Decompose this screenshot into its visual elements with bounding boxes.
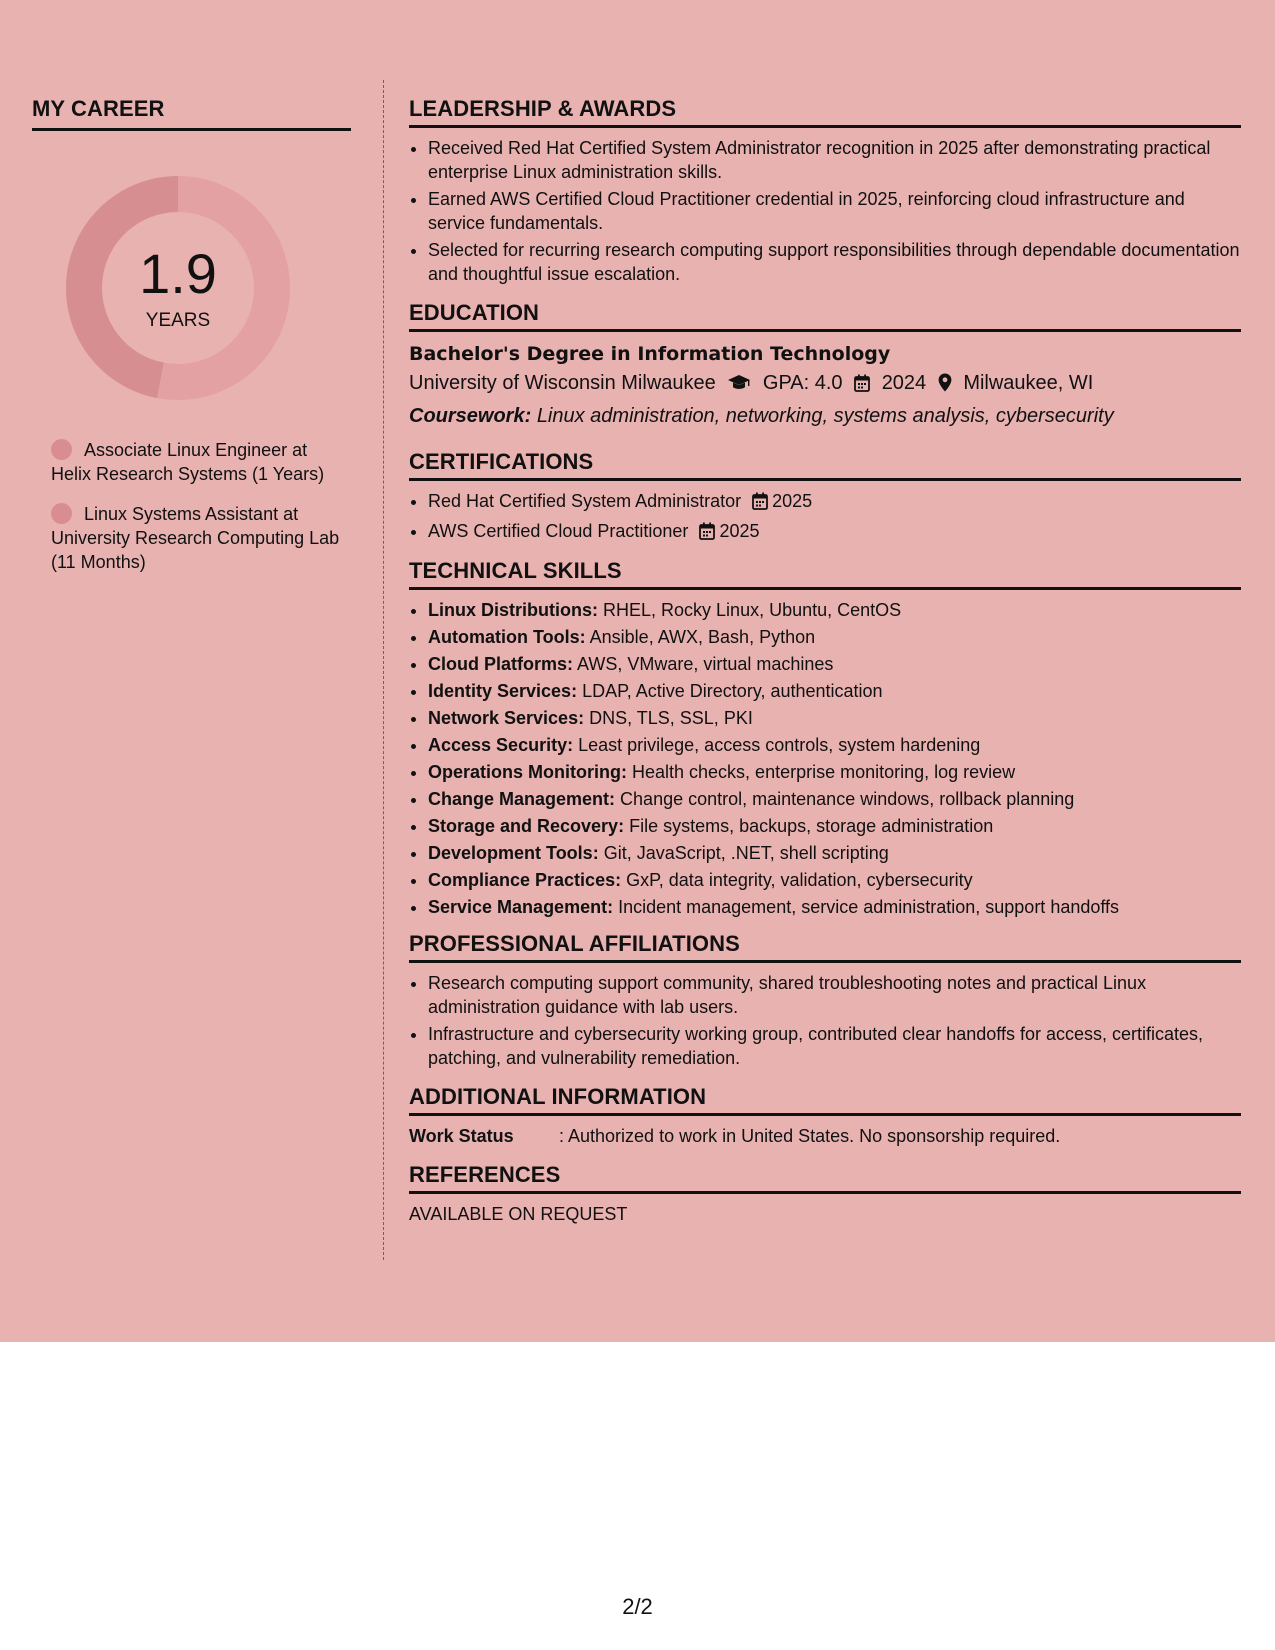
references-section bbox=[409, 1162, 1241, 1225]
career-total bbox=[66, 176, 290, 400]
skill-item bbox=[428, 625, 1241, 649]
skill-value: Git, JavaScript, .NET, shell scripting bbox=[603, 843, 889, 863]
skill-label: Cloud Platforms: bbox=[428, 654, 574, 674]
skill-item bbox=[428, 787, 1241, 811]
calendar-icon bbox=[854, 371, 870, 401]
certifications-list bbox=[409, 489, 1241, 546]
additional-info-heading: ADDITIONAL INFORMATION bbox=[409, 1084, 1241, 1116]
gpa: GPA: 4.0 bbox=[762, 372, 843, 394]
skill-value: AWS, VMware, virtual machines bbox=[577, 654, 834, 674]
skill-label: Automation Tools: bbox=[428, 627, 586, 647]
career-heading: MY CAREER bbox=[32, 96, 351, 131]
coursework-value: Linux administration, networking, systems analysis, cybersecurity bbox=[536, 405, 1114, 427]
legend-dot bbox=[51, 439, 72, 460]
skill-label: Development Tools: bbox=[428, 843, 599, 863]
skill-item bbox=[428, 841, 1241, 865]
career-role-text: Linux Systems Assistant at University Research Computing Lab (11 Months) bbox=[51, 504, 340, 572]
skill-item bbox=[428, 868, 1241, 892]
skill-value: RHEL, Rocky Linux, Ubuntu, CentOS bbox=[603, 600, 902, 620]
calendar-icon bbox=[699, 522, 715, 546]
graduation-year: 2024 bbox=[881, 372, 927, 394]
certifications-section bbox=[409, 449, 1241, 546]
page-number: 2/2 bbox=[622, 1594, 653, 1619]
school-location: Milwaukee, WI bbox=[963, 372, 1094, 394]
skill-label: Access Security: bbox=[428, 735, 574, 755]
list-item: • Infrastructure and cybersecurity working group, contributed clear handoffs for access, certificates, patching, and vulnerability remediation. bbox=[428, 1022, 1241, 1070]
skill-value: File systems, backups, storage administration bbox=[629, 816, 994, 836]
skills-list bbox=[409, 598, 1241, 919]
graduation-cap-icon bbox=[727, 371, 751, 401]
education-details bbox=[409, 368, 1241, 401]
career-role bbox=[51, 438, 341, 486]
cert-year: 2025 bbox=[719, 521, 760, 541]
affiliations-heading: PROFESSIONAL AFFILIATIONS bbox=[409, 931, 1241, 963]
affiliations-section bbox=[409, 931, 1241, 1070]
cert-name: Red Hat Certified System Administrator bbox=[428, 491, 742, 511]
work-status-row bbox=[409, 1124, 1241, 1148]
career-roles-list bbox=[51, 438, 341, 590]
education-section bbox=[409, 300, 1241, 431]
skill-label: Network Services: bbox=[428, 708, 585, 728]
skills-section bbox=[409, 558, 1241, 919]
cert-year: 2025 bbox=[772, 491, 813, 511]
work-status-label: Work Status bbox=[409, 1126, 514, 1146]
skill-label: Linux Distributions: bbox=[428, 600, 598, 620]
skill-value: GxP, data integrity, validation, cybersecurity bbox=[626, 870, 973, 890]
affiliations-list bbox=[409, 971, 1241, 1070]
degree-title: Bachelor's Degree in Information Technology bbox=[409, 343, 891, 365]
list-item: • Research computing support community, shared troubleshooting notes and practical Linux administration guidance with lab users. bbox=[428, 971, 1241, 1019]
certifications-heading: CERTIFICATIONS bbox=[409, 449, 1241, 481]
skill-label: Compliance Practices: bbox=[428, 870, 622, 890]
references-heading: REFERENCES bbox=[409, 1162, 1241, 1194]
column-divider bbox=[383, 80, 384, 1260]
skill-label: Operations Monitoring: bbox=[428, 762, 627, 782]
skill-label: Storage and Recovery: bbox=[428, 816, 625, 836]
list-item bbox=[428, 489, 1241, 516]
skill-label: Change Management: bbox=[428, 789, 616, 809]
career-role-text: Associate Linux Engineer at Helix Research Systems (1 Years) bbox=[51, 440, 325, 484]
skill-item bbox=[428, 733, 1241, 757]
list-item: • Received Red Hat Certified System Administrator recognition in 2025 after demonstrating practical enterprise Linux administration skills. bbox=[428, 136, 1241, 184]
career-total-unit: YEARS bbox=[145, 310, 211, 331]
skill-value: Change control, maintenance windows, rollback planning bbox=[620, 789, 1075, 809]
skill-item bbox=[428, 706, 1241, 730]
skill-value: Health checks, enterprise monitoring, log review bbox=[632, 762, 1016, 782]
skill-value: LDAP, Active Directory, authentication bbox=[582, 681, 883, 701]
skill-item bbox=[428, 679, 1241, 703]
main-column bbox=[409, 96, 1241, 1225]
list-item: • Selected for recurring research computing support responsibilities through dependable documentation and thoughtful issue escalation. bbox=[428, 238, 1241, 286]
skill-value: Ansible, AWX, Bash, Python bbox=[589, 627, 816, 647]
coursework-label: Coursework: bbox=[409, 405, 532, 427]
skill-item bbox=[428, 652, 1241, 676]
awards-list bbox=[409, 136, 1241, 286]
awards-section bbox=[409, 96, 1241, 286]
references-text: AVAILABLE ON REQUEST bbox=[409, 1204, 628, 1224]
skill-value: Least privilege, access controls, system hardening bbox=[578, 735, 981, 755]
coursework bbox=[409, 401, 1241, 431]
awards-heading: LEADERSHIP & AWARDS bbox=[409, 96, 1241, 128]
list-item: • Earned AWS Certified Cloud Practitioner credential in 2025, reinforcing cloud infrastructure and service fundamentals. bbox=[428, 187, 1241, 235]
career-sidebar bbox=[32, 96, 351, 572]
skill-value: DNS, TLS, SSL, PKI bbox=[589, 708, 753, 728]
legend-dot bbox=[51, 503, 72, 524]
work-status-value: : Authorized to work in United States. No sponsorship required. bbox=[559, 1126, 1061, 1146]
skills-heading: TECHNICAL SKILLS bbox=[409, 558, 1241, 590]
cert-name: AWS Certified Cloud Practitioner bbox=[428, 521, 689, 541]
education-heading: EDUCATION bbox=[409, 300, 1241, 332]
career-total-value: 1.9 bbox=[139, 242, 217, 305]
map-pin-icon bbox=[938, 371, 952, 401]
skill-item bbox=[428, 598, 1241, 622]
skill-label: Identity Services: bbox=[428, 681, 578, 701]
additional-info-section bbox=[409, 1084, 1241, 1148]
skill-item bbox=[428, 814, 1241, 838]
school-name: University of Wisconsin Milwaukee bbox=[409, 372, 716, 394]
skill-item bbox=[428, 760, 1241, 784]
skill-item bbox=[428, 895, 1241, 919]
skill-label: Service Management: bbox=[428, 897, 614, 917]
career-role bbox=[51, 502, 341, 574]
skill-value: Incident management, service administration, support handoffs bbox=[618, 897, 1120, 917]
calendar-icon bbox=[752, 492, 768, 516]
list-item bbox=[428, 519, 1241, 546]
